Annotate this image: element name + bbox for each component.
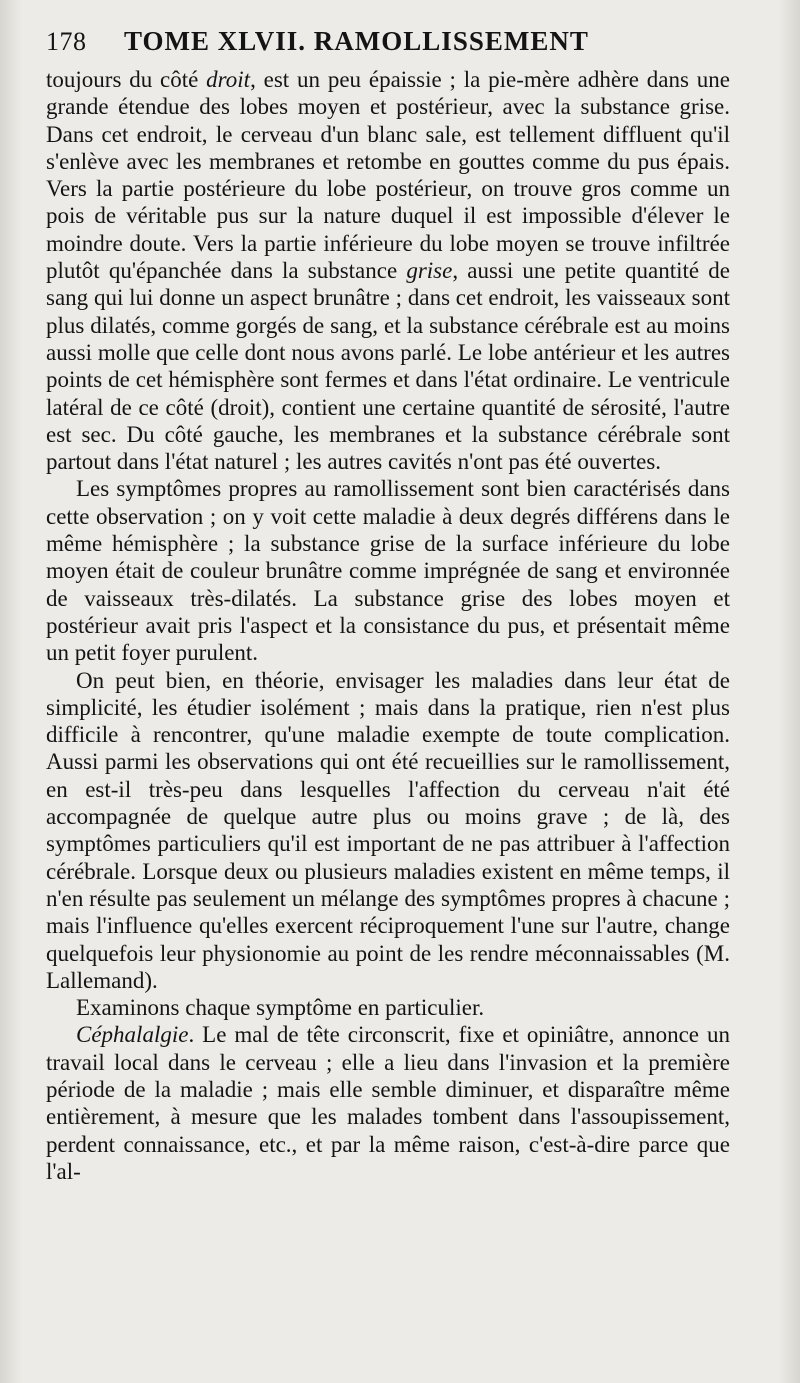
running-head xyxy=(46,26,730,66)
italic-text: Céphalalgie xyxy=(76,1022,189,1048)
text-segment: , est un peu épaissie ; la pie-mère adhère dans une grande étendue des lobes moyen et postérieur, avec la substance grise. Dans cet endroit, le cerveau d'un blanc sale, est tellement diffluent qu'il s'enlève avec les membranes et retombe en gouttes comme du pus épais. Vers la partie postérieure du lobe postérieur, on trouve gros comme un pois de véritable pus sur la nature duquel il est impossible d'élever le moindre doute. Vers la partie inférieure du lobe moyen se trouve infiltrée plutôt qu'épanchée dans la substance xyxy=(46,67,730,284)
paragraph-p5 xyxy=(46,1021,730,1185)
body-text xyxy=(46,66,730,1185)
text-segment: toujours du côté xyxy=(46,67,207,92)
text-segment: . Le mal de tête circonscrit, fixe et opiniâtre, annonce un travail local dans le cerveau ; elle a lieu dans l'invasion et la première période de la maladie ; mais elle semble diminuer, et disparaître même entièrement, à mesure que les malades tombent dans l'assoupissement, perdent connaissance, etc., et par la même raison, c'est-à-dire parce que l'al- xyxy=(46,1022,730,1184)
text-segment: , aussi une petite quantité de sang qui lui donne un aspect brunâtre ; dans cet endroit, les vaisseaux sont plus dilatés, comme gorgés de sang, et la substance cérébrale est au moins aussi molle que celle dont nous avons parlé. Le lobe antérieur et les autres points de cet hémisphère sont fermes et dans l'état ordinaire. Le ventricule latéral de ce côté (droit), contient une certaine quantité de sérosité, l'autre est sec. Du côté gauche, les membranes et la substance cérébrale sont partout dans l'état naturel ; les autres cavités n'ont pas été ouvertes. xyxy=(46,258,730,475)
text-segment: Examinons chaque symptôme en particulier. xyxy=(76,995,485,1021)
page-edge-shadow-right xyxy=(778,0,800,1383)
paragraph-p4 xyxy=(46,994,730,1021)
italic-text: droit xyxy=(206,67,251,92)
italic-text: grise xyxy=(406,258,453,284)
page-number: 178 xyxy=(46,27,87,56)
running-title: TOME XLVII. RAMOLLISSEMENT xyxy=(124,26,589,56)
paragraph-p3 xyxy=(46,667,730,995)
page-edge-shadow-left xyxy=(0,0,22,1383)
text-segment: Les symptômes propres au ramollissement sont bien caractérisés dans cette observation ; on y voit cette maladie à deux degrés différens dans le même hémisphère ; la substance grise de la surface inférieure du lobe moyen était de couleur brunâtre comme imprégnée de sang et environnée de vaisseaux très-dilatés. La substance grise des lobes moyen et postérieur avait pris l'aspect et la consistance du pus, et présentait même un petit foyer purulent. xyxy=(46,476,730,666)
paragraph-p1 xyxy=(46,66,730,475)
paragraph-p2 xyxy=(46,475,730,666)
text-segment: On peut bien, en théorie, envisager les maladies dans leur état de simplicité, les étudier isolément ; mais dans la pratique, rien n'est plus difficile à rencontrer, qu'une maladie exempte de toute complication. Aussi parmi les observations qui ont été recueillies sur le ramollissement, en est-il très-peu dans lesquelles l'affection du cerveau n'ait été accompagnée de quelque autre plus ou moins grave ; de là, des symptômes particuliers qu'il est important de ne pas attribuer à l'affection cérébrale. Lorsque deux ou plusieurs maladies existent en même temps, il n'en résulte pas seulement un mélange des symptômes propres à chacune ; mais l'influence qu'elles exercent réciproquement l'une sur l'autre, change quelquefois leur physionomie au point de les rendre méconnaissables (M. Lallemand). xyxy=(46,667,730,993)
